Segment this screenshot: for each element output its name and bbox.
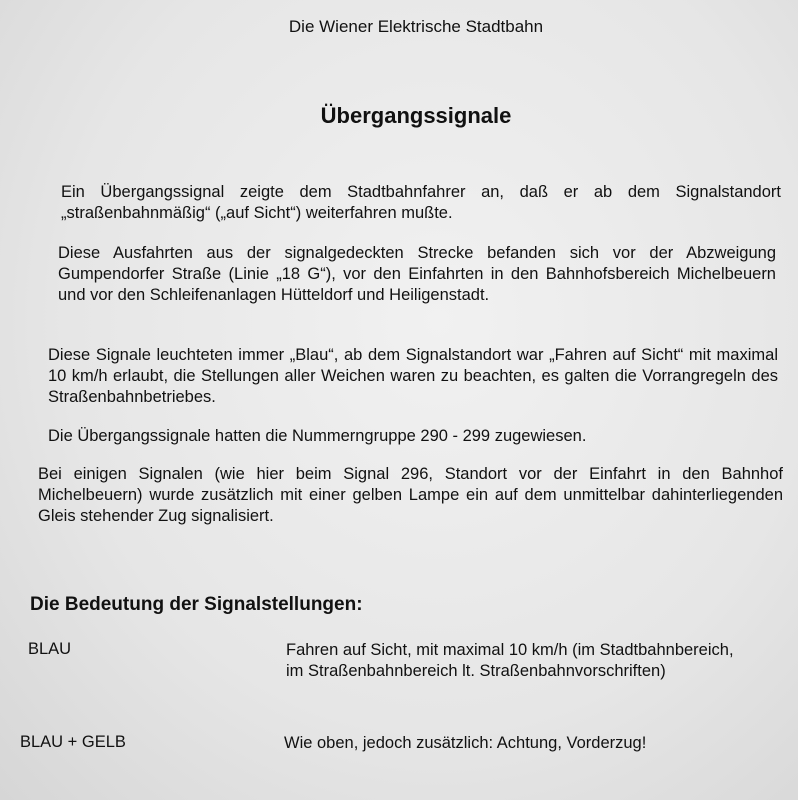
paragraph-blue-signal: Diese Signale leuchteten immer „Blau“, ab dem Signalstandort war „Fahren auf Sicht“ mit maximal 10 km/h erlaubt, die Stellungen aller Weichen waren zu beachten, es galten die Vorrangregeln des Straßenbahnbetriebes. (48, 346, 778, 406)
paragraph-number-group: Die Übergangssignale hatten die Nummerngruppe 290 - 299 zugewiesen. (48, 427, 587, 445)
page-title: Übergangssignale (320, 103, 512, 128)
signal-meaning-blau-gelb: Wie oben, jedoch zusätzlich: Achtung, Vorderzug! (284, 734, 647, 752)
section-title: Die Bedeutung der Signalstellungen: (30, 594, 363, 615)
signal-name-blau: BLAU (28, 640, 72, 658)
document-header: Die Wiener Elektrische Stadtbahn (288, 17, 544, 36)
paragraph-intro: Ein Übergangssignal zeigte dem Stadtbahnfahrer an, daß er ab dem Signalstandort „straßenbahnmäßig“ („auf Sicht“) weiterfahren mußte. (61, 183, 781, 222)
signal-meaning-blau: Fahren auf Sicht, mit maximal 10 km/h (im Stadtbahnbereich, im Straßenbahnbereich lt. Straßenbahnvorschriften) (286, 641, 734, 680)
paragraph-locations: Diese Ausfahrten aus der signalgedeckten Strecke befanden sich vor der Abzweigung Gumpendorfer Straße (Linie „18 G“), vor den Einfahrten in den Bahnhofsbereich Michelbeuern und vor den Schleifenanlagen Hütteldorf und Heiligenstadt. (58, 244, 776, 304)
paragraph-yellow-lamp: Bei einigen Signalen (wie hier beim Signal 296, Standort vor der Einfahrt in den Bahnhof Michelbeuern) wurde zusätzlich mit einer gelben Lampe ein auf dem unmittelbar dahinterliegenden Gleis stehender Zug signalisiert. (38, 465, 783, 525)
signal-name-blau-gelb: BLAU + GELB (20, 733, 126, 751)
